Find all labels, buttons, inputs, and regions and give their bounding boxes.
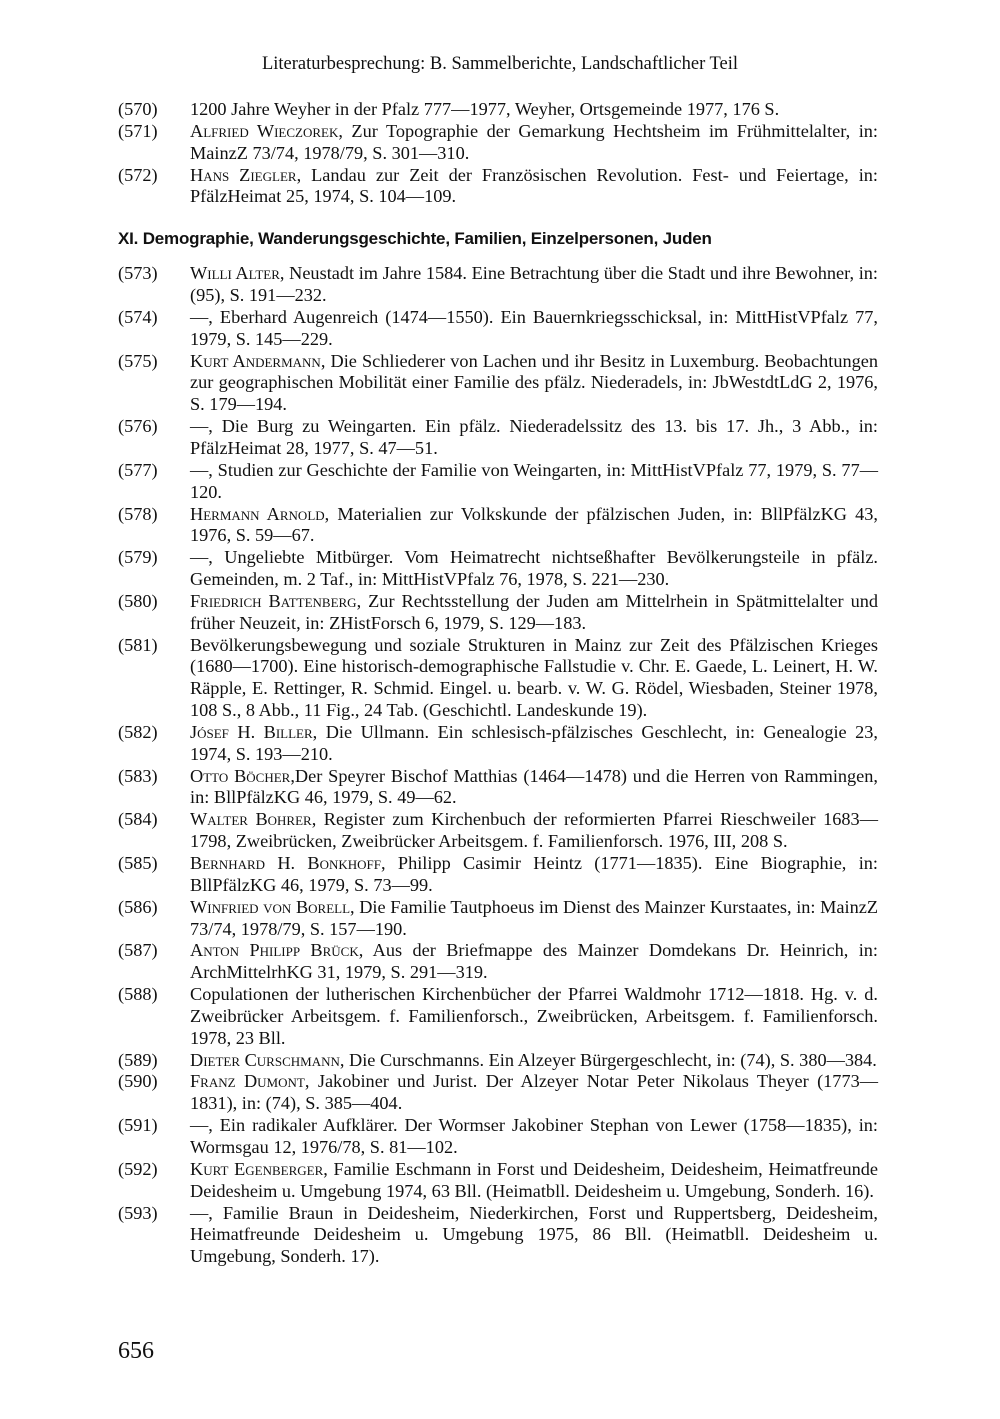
bibliography-entry [118, 460, 878, 504]
entry-text: ,Der Speyrer Bischof Matthias (1464—1478) und die Herren von Rammingen, in: BllPfälzKG 46, 1979, S. 49—62. [190, 765, 879, 808]
entry-number: (571) [118, 120, 158, 141]
entry-author: Bernhard H. Bonkhoff [190, 853, 382, 873]
entry-text: , Aus der Briefmappe des Mainzer Domdekans Dr. Heinrich, in: ArchMittelrhKG 31, 1979, S. 291—319. [190, 940, 878, 983]
bibliography-entry [118, 1050, 878, 1072]
bibliography-entry [118, 547, 878, 591]
entry-number: (576) [118, 416, 158, 437]
entry-author: Willi Alter [190, 263, 280, 284]
entry-number: (572) [118, 164, 158, 185]
bibliography-entry [118, 307, 878, 351]
entry-author: Anton Philipp Brück [190, 940, 359, 961]
entry-list-top [118, 99, 878, 208]
entry-text: , Zur Topographie der Gemarkung Hechtsheim im Frühmittelalter, in: MainzZ 73/74, 1978/79, S. 301—310. [190, 120, 878, 163]
entry-number: (575) [118, 350, 158, 371]
entry-text: —, Familie Braun in Deidesheim, Niederkirchen, Forst und Ruppertsberg, Deidesheim, Heimatfreunde Deidesheim u. Umgebung 1975, 86 Bll. (Heimatbll. Deidesheim u. Umgebung, Sonderh. 17). [190, 1202, 878, 1267]
bibliography-entry [118, 263, 878, 307]
entry-author: Dieter Curschmann [190, 1049, 340, 1070]
entry-text: Copulationen der lutherischen Kirchenbücher der Pfarrei Waldmohr 1712—1818. Hg. v. d. Zweibrücker Arbeitsgem. f. Familienforsch., Zweibrücken, Arbeitsgem. f. Familienforsch. 1978, 23 Bll. [190, 984, 878, 1048]
entry-text: , Die Ullmann. Ein schlesisch-pfälzisches Geschlecht, in: Genealogie 23, 1974, S. 193—210. [190, 721, 878, 764]
entry-text: , Die Curschmanns. Ein Alzeyer Bürgergeschlecht, in: (74), S. 380—384. [339, 1049, 877, 1070]
entry-number: (589) [118, 1049, 158, 1070]
bibliography-entry [118, 722, 878, 766]
entry-author: Walter Bohrer [190, 809, 312, 830]
entry-text: , Neustadt im Jahre 1584. Eine Betrachtung über die Stadt und ihre Bewohner, in: (95), S. 191—232. [190, 263, 879, 306]
entry-number: (577) [118, 459, 158, 480]
bibliography-entry [118, 1071, 878, 1115]
entry-number: (579) [118, 547, 158, 568]
running-header: Literaturbesprechung: B. Sammelberichte, Landschaftlicher Teil [261, 54, 739, 74]
entry-author: Kurt Egenberger [190, 1158, 324, 1179]
entry-number: (580) [118, 590, 158, 611]
entry-number: (591) [118, 1115, 158, 1136]
entries-top-block [118, 99, 878, 1268]
entry-number: (570) [118, 99, 158, 119]
bibliography-entry [118, 416, 878, 460]
bibliography-entry [118, 853, 878, 897]
page-number: 656 [118, 1338, 154, 1364]
section-heading: XI. Demographie, Wanderungsgeschichte, Familien, Einzelpersonen, Juden [118, 229, 712, 249]
entry-text: —, Ein radikaler Aufklärer. Der Wormser Jakobiner Stephan von Lewer (1758—1835), in: Wormsgau 12, 1976/78, S. 81—102. [190, 1115, 878, 1157]
entry-text: Bevölkerungsbewegung und soziale Strukturen in Mainz zur Zeit des Pfälzischen Krieges (1680—1700). Eine historisch-demographische Fallstudie v. Chr. E. Gaede, L. Leinert, H. W. Räpple, E. Rettinger, R. Schmid. Eingel. u. bearb. v. W. G. Rödel, Wiesbaden, Steiner 1978, 108 S., 8 Abb., 11 Fig., 24 Tab. (Geschichtl. Landeskunde 19). [190, 634, 878, 721]
entry-text: —, Studien zur Geschichte der Familie von Weingarten, in: MittHistVPfalz 77, 1979, S. 77—120. [190, 459, 878, 502]
entry-number: (584) [118, 809, 158, 830]
entry-text: , Zur Rechtsstellung der Juden am Mittelrhein in Spätmittelalter und früher Neuzeit, in: ZHistForsch 6, 1979, S. 129—183. [190, 590, 878, 633]
entry-text: , Jakobiner und Jurist. Der Alzeyer Notar Peter Nikolaus Theyer (1773—1831), in: (74), S. 385—404. [190, 1071, 879, 1114]
bibliography-entry [118, 351, 878, 417]
entry-author: Friedrich Battenberg [190, 590, 357, 611]
entry-author: Hermann Arnold [190, 503, 325, 524]
bibliography-entry [118, 99, 878, 121]
entry-text: , Die Schliederer von Lachen und ihr Besitz in Luxemburg. Beobachtungen zur geographischen Mobilität einer Familie des pfälz. Niederadels, in: JbWestdtLdG 2, 1976, S. 179—194. [190, 350, 879, 415]
bibliography-entry [118, 591, 878, 635]
entry-number: (592) [118, 1158, 158, 1179]
bibliography-entry [118, 165, 878, 209]
entry-number: (588) [118, 984, 158, 1005]
bibliography-entry [118, 504, 878, 548]
bibliography-entry [118, 635, 878, 722]
entry-number: (587) [118, 940, 158, 961]
entry-number: (574) [118, 306, 158, 327]
entry-author: Hans Ziegler [190, 164, 297, 185]
bibliography-entry [118, 940, 878, 984]
bibliography-entry [118, 1115, 878, 1159]
entry-number: (581) [118, 634, 158, 655]
bibliography-entry [118, 766, 878, 810]
entry-number: (573) [118, 263, 158, 284]
entry-number: (582) [118, 721, 158, 742]
bibliography-entry [118, 121, 878, 165]
entry-list-section [118, 263, 878, 1268]
entry-text: —, Die Burg zu Weingarten. Ein pfälz. Niederadelssitz des 13. bis 17. Jh., 3 Abb., in: PfälzHeimat 28, 1977, S. 47—51. [190, 416, 878, 458]
entry-number: (586) [118, 896, 158, 917]
bibliography-entry [118, 1203, 878, 1269]
bibliography-entry [118, 1159, 878, 1203]
entry-text: , Materialien zur Volkskunde der pfälzischen Juden, in: BllPfälzKG 43, 1976, S. 59—67. [190, 503, 878, 546]
entry-text: 1200 Jahre Weyher in der Pfalz 777—1977, Weyher, Ortsgemeinde 1977, 176 S. [190, 99, 780, 119]
bibliography-entry [118, 897, 878, 941]
entry-author: Winfried von Borell [190, 896, 351, 917]
entry-number: (578) [118, 503, 158, 524]
entry-text: , Familie Eschmann in Forst und Deidesheim, Deidesheim, Heimatfreunde Deidesheim u. Umgebung 1974, 63 Bll. (Heimatbll. Deidesheim u. Umgebung, Sonderh. 16). [190, 1158, 878, 1201]
entry-author: Jósef H. Biller [190, 721, 313, 742]
entry-author: Otto Böcher [190, 765, 291, 786]
entry-text: , Landau zur Zeit der Französischen Revolution. Fest- und Feiertage, in: PfälzHeimat 25, 1974, S. 104—109. [190, 164, 878, 207]
entry-author: Kurt Andermann [190, 350, 321, 371]
entry-text: , Philipp Casimir Heintz (1771—1835). Eine Biographie, in: BllPfälzKG 46, 1979, S. 73—99. [190, 853, 878, 895]
entry-author: Alfried Wieczorek [190, 120, 339, 141]
entry-number: (583) [118, 765, 158, 786]
entry-text: —, Eberhard Augenreich (1474—1550). Ein Bauernkriegsschicksal, in: MittHistVPfalz 77, 1979, S. 145—229. [190, 306, 878, 349]
bibliography-entry [118, 809, 878, 853]
entry-text: —, Ungeliebte Mitbürger. Vom Heimatrecht nichtseßhafter Bevölkerungsteile in pfälz. Gemeinden, m. 2 Taf., in: MittHistVPfalz 76, 1978, S. 221—230. [190, 547, 878, 590]
entry-text: , Die Familie Tautphoeus im Dienst des Mainzer Kurstaates, in: MainzZ 73/74, 1978/79, S. 157—190. [190, 896, 878, 939]
entry-number: (585) [118, 853, 158, 873]
entry-author: Franz Dumont [190, 1071, 305, 1092]
bibliography-entry [118, 984, 878, 1050]
entry-number: (590) [118, 1071, 158, 1092]
entry-text: , Register zum Kirchenbuch der reformierten Pfarrei Rieschweiler 1683—1798, Zweibrücken, Zweibrücker Arbeitsgem. f. Familienforsch. 1976, III, 208 S. [190, 809, 878, 852]
entry-number: (593) [118, 1202, 158, 1223]
